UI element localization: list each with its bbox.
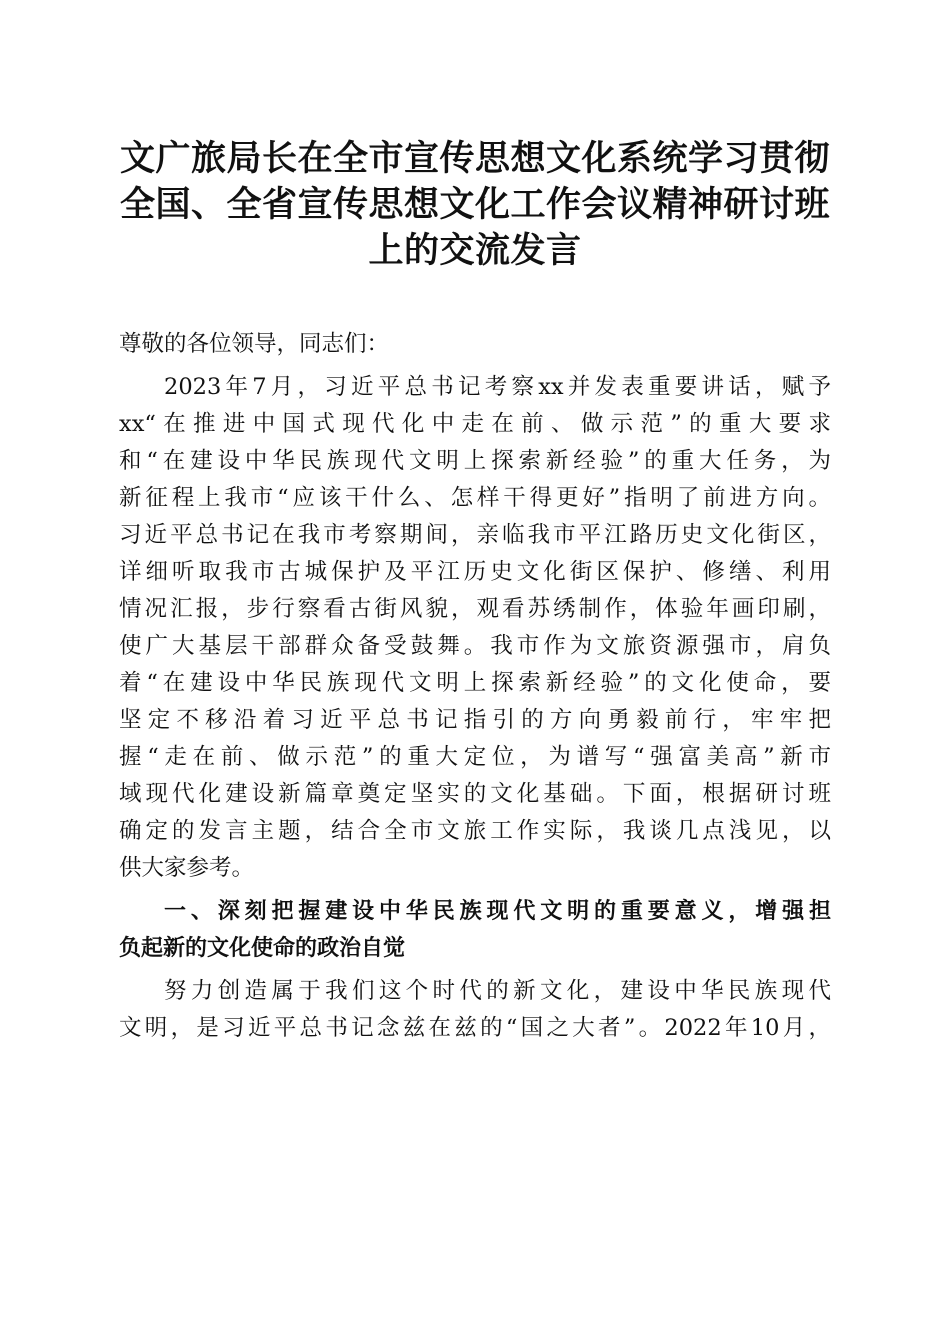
- greeting: 尊敬的各位领导，同志们：: [119, 331, 390, 357]
- title-line: 全国、全省宣传思想文化工作会议精神研讨班: [119, 184, 830, 225]
- heading-line: 一、深刻把握建设中华民族现代文明的重要意义，增强担: [164, 899, 831, 924]
- text-line: 握“走在前、做示范”的重大定位，为谱写“强富美高”新市: [119, 744, 831, 770]
- document-title: [110, 136, 840, 274]
- text-line: 2023年7月，习近平总书记考察xx并发表重要讲话，赋予: [164, 374, 831, 400]
- text-line: 确定的发言主题，结合全市文旅工作实际，我谈几点浅见，以: [119, 818, 831, 844]
- text-line: 坚定不移沿着习近平总书记指引的方向勇毅前行，牢牢把: [119, 707, 831, 733]
- heading-line: 负起新的文化使命的政治自觉: [119, 936, 406, 961]
- text-line: 努力创造属于我们这个时代的新文化，建设中华民族现代: [164, 978, 831, 1004]
- text-line: 文明，是习近平总书记念兹在兹的“国之大者”。2022年10月，: [119, 1015, 831, 1041]
- title-line: 文广旅局长在全市宣传思想文化系统学习贯彻: [119, 138, 830, 179]
- text-line: 新征程上我市“应该干什么、怎样干得更好”指明了前进方向。: [119, 485, 831, 511]
- paragraph-intro: [119, 369, 831, 887]
- text-line: 习近平总书记在我市考察期间，亲临我市平江路历史文化街区，: [119, 522, 831, 548]
- text-line: 详细听取我市古城保护及平江历史文化街区保护、修缮、利用: [119, 559, 831, 585]
- text-line: 着“在建设中华民族现代文明上探索新经验”的文化使命，要: [119, 670, 831, 696]
- text-line: 供大家参考。: [119, 855, 255, 881]
- text-line: xx“在推进中国式现代化中走在前、做示范”的重大要求: [119, 411, 831, 437]
- title-line: 上的交流发言: [368, 230, 582, 271]
- text-line: 使广大基层干部群众备受鼓舞。我市作为文旅资源强市，肩负: [119, 633, 831, 659]
- text-line: 和“在建设中华民族现代文明上探索新经验”的重大任务，为: [119, 448, 831, 474]
- paragraph-section-1: [119, 973, 831, 1047]
- text-line: 情况汇报，步行察看古街风貌，观看苏绣制作，体验年画印刷，: [119, 596, 831, 622]
- section-heading-1: [119, 893, 831, 967]
- text-line: 域现代化建设新篇章奠定坚实的文化基础。下面，根据研讨班: [119, 781, 831, 807]
- document-body: [119, 326, 831, 1047]
